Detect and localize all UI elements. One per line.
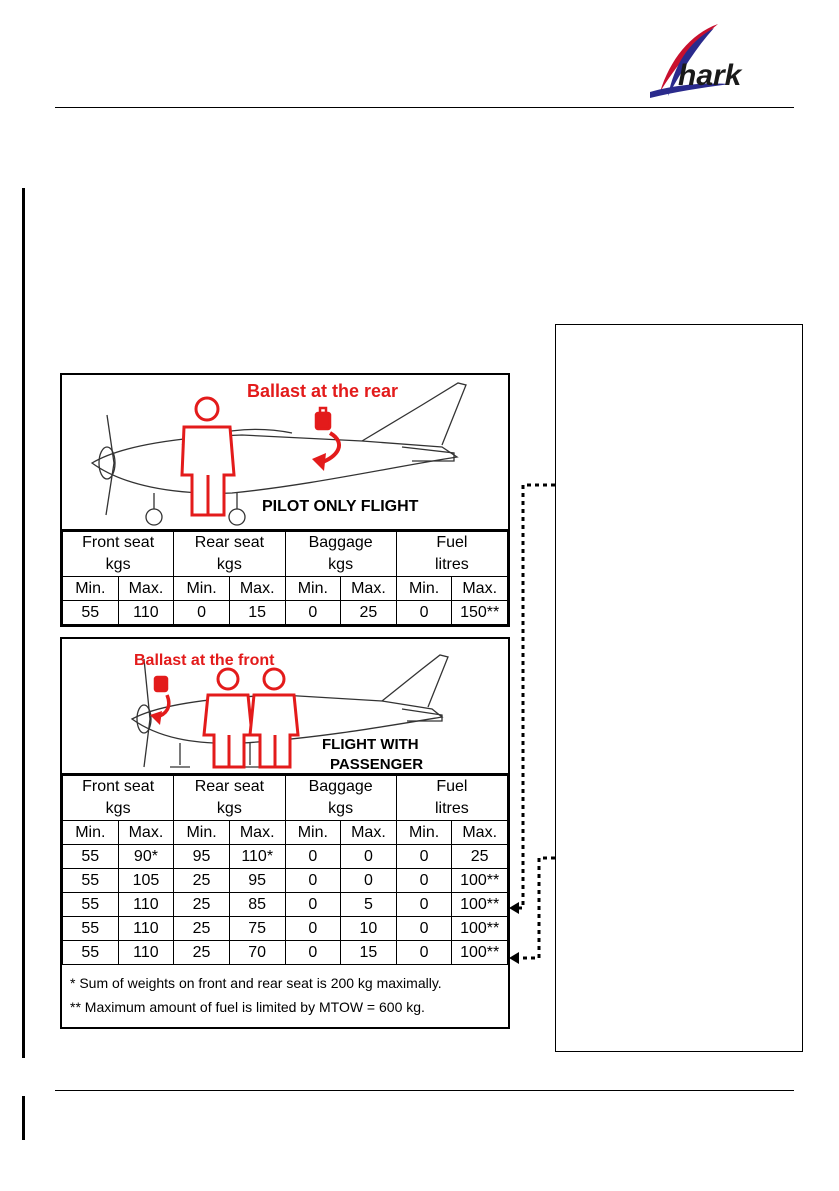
pilot-only-table — [62, 531, 508, 625]
group-header: Front seat kgs — [63, 532, 174, 577]
pilot-only-illustration — [62, 375, 508, 531]
group-header: Baggage kgs — [285, 776, 396, 821]
minmax-header-row: Min. Max. Min. Max. Min. Max. Min. Max. — [63, 577, 508, 601]
logo-text: hark — [678, 59, 742, 92]
passenger-table — [62, 775, 508, 965]
ballast-front-label: Ballast at the front — [134, 652, 275, 669]
table-row: 55 90* 95 110* 0 0 0 25 — [63, 845, 508, 869]
group-header: Rear seat kgs — [174, 776, 285, 821]
footer-change-bar — [22, 1096, 25, 1140]
shark-logo — [630, 20, 790, 102]
connector-arrows — [505, 480, 565, 970]
table-row: 55 110 25 85 0 5 0 100** — [63, 893, 508, 917]
change-bar — [22, 188, 25, 1058]
flight-with-label: FLIGHT WITH — [322, 736, 419, 753]
group-header: Fuel litres — [396, 532, 507, 577]
pilot-only-panel — [60, 373, 510, 627]
group-header: Front seat kgs — [63, 776, 174, 821]
table-row: 55 105 25 95 0 0 0 100** — [63, 869, 508, 893]
footer-rule — [55, 1090, 794, 1091]
minmax-header-row: Min. Max. Min. Max. Min. Max. Min. Max. — [63, 821, 508, 845]
table-notes — [62, 965, 508, 1027]
table-row: 55 110 25 75 0 10 0 100** — [63, 917, 508, 941]
passenger-label: PASSENGER — [330, 756, 424, 773]
group-header: Baggage kgs — [285, 532, 396, 577]
header-rule — [55, 107, 794, 108]
side-text-box — [555, 324, 803, 1052]
passenger-illustration — [62, 639, 508, 775]
passenger-panel — [60, 637, 510, 1029]
group-header: Rear seat kgs — [174, 532, 285, 577]
table-row: 55 110 25 70 0 15 0 100** — [63, 941, 508, 965]
pilot-only-label: PILOT ONLY FLIGHT — [262, 498, 419, 515]
note-seat-sum: * Sum of weights on front and rear seat is 200 kg maximally. — [70, 975, 442, 991]
group-header: Fuel litres — [396, 776, 507, 821]
table-row: 55 110 0 15 0 25 0 150** — [63, 601, 508, 625]
ballast-rear-label: Ballast at the rear — [247, 381, 399, 401]
note-fuel-mtow: ** Maximum amount of fuel is limited by MTOW = 600 kg. — [70, 999, 425, 1015]
